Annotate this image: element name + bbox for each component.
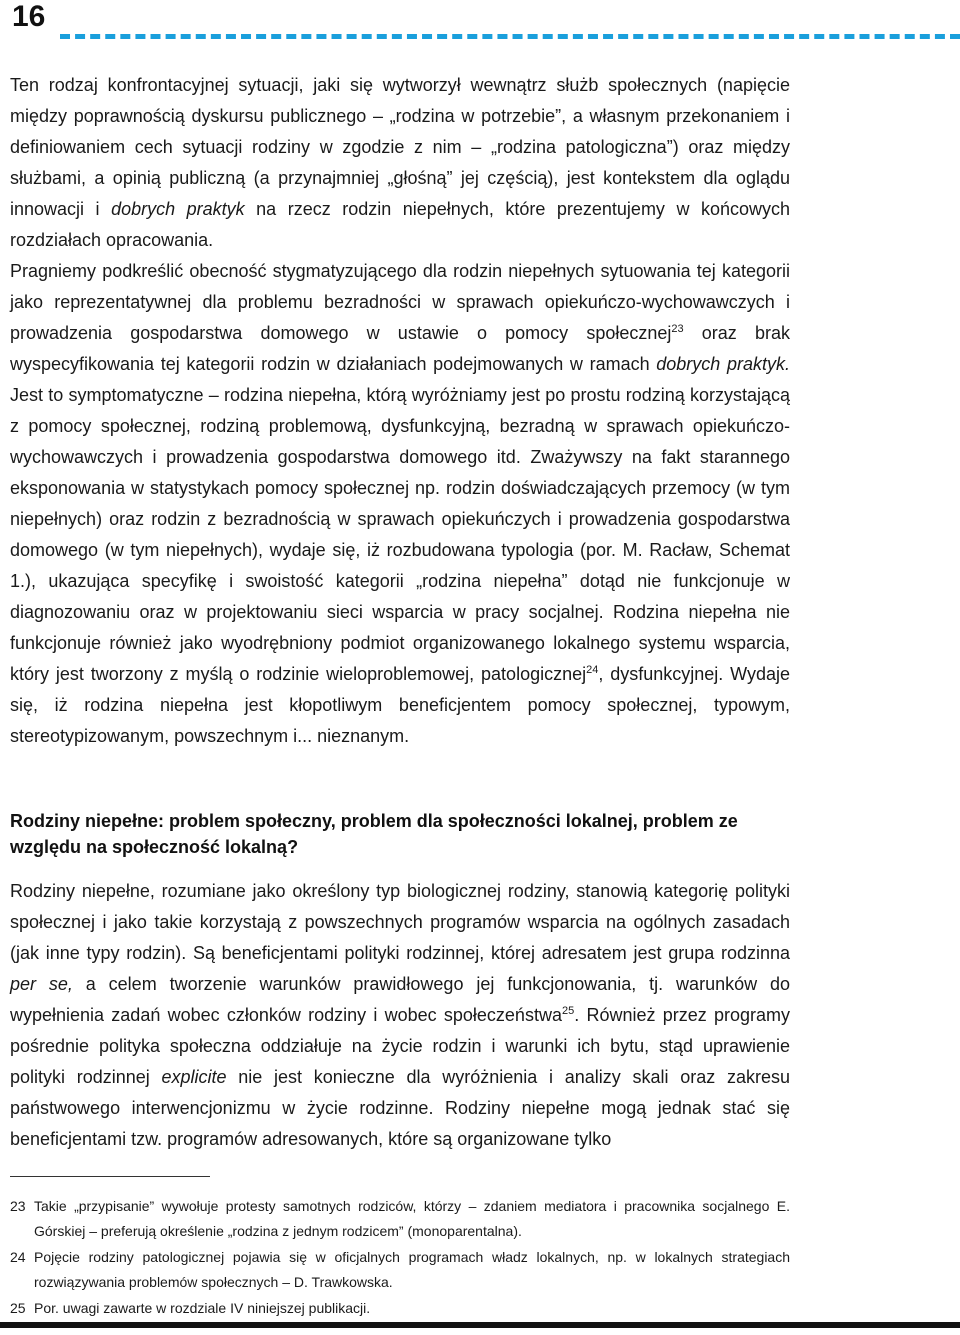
footnote-text: Por. uwagi zawarte w rozdziale IV niniejszej publikacji. — [34, 1300, 371, 1316]
footnote-text: Takie „przypisanie” wywołuje protesty samotnych rodziców, którzy – zdaniem mediatora i pracownika socjalnego E. Górskiej – preferują określenie „rodzina z jednym rodzicem” (monoparentalna). — [34, 1198, 790, 1239]
footer-rule — [0, 1322, 960, 1328]
paragraph-1-text-b: na rzecz rodzin niepełnych, które prezentujemy w końcowych rozdziałach opracowania. — [10, 199, 791, 250]
page-number: 16 — [12, 0, 46, 33]
paragraph-3-text-b: a celem tworzenie warunków prawidłowego jej funkcjonowania, tj. warunków do wypełnienia zadań wobec członków rodziny i wobec społeczeństwa — [10, 974, 790, 1025]
footnote-text: Pojęcie rodziny patologicznej pojawia się w oficjalnych programach władz lokalnych, np. w lokalnych strategiach rozwiązywania problemów społecznych – D. Trawkowska. — [34, 1249, 790, 1290]
paragraph-1-italic: dobrych praktyk — [111, 199, 245, 219]
footnote-separator — [10, 1176, 210, 1177]
body-text-bottom — [10, 876, 790, 1155]
section-heading: Rodziny niepełne: problem społeczny, problem dla społeczności lokalnej, problem ze względu na społeczność lokalną? — [10, 811, 738, 857]
footnote-24 — [10, 1245, 790, 1295]
paragraph-3-italic-b: explicite — [161, 1067, 227, 1087]
paragraph-3-italic-a: per se, — [10, 974, 73, 994]
footnote-ref-24[interactable]: 24 — [586, 664, 599, 676]
paragraph-2-text-a: Pragniemy podkreślić obecność stygmatyzującego dla rodzin niepełnych sytuowania tej kategorii jako reprezentatywnej dla problemu bezradności w sprawach opiekuńczo-wychowawczych i prowadzenia gospodarstwa domowego w ustawie o pomocy społecznej — [10, 261, 790, 343]
paragraph-1 — [10, 70, 790, 256]
footnote-number: 24 — [10, 1249, 26, 1265]
header-dashed-rule — [60, 34, 960, 39]
paragraph-1-text-a: Ten rodzaj konfrontacyjnej sytuacji, jaki się wytworzył wewnątrz służb społecznych (napięcie między poprawnością dyskursu publicznego – „rodzina w potrzebie”, a własnym przekonaniem i definiowaniem cech sytuacji rodziny w zgodzie z nim – „rodzina patologiczna”) oraz między służbami, a opinią publiczną (a przynajmniej „głośną” jej częścią), jest kontekstem dla oglądu innowacji i — [10, 75, 790, 219]
paragraph-2-text-d: , dysfunkcyjnej. Wydaje się, iż rodzina niepełna jest kłopotliwym beneficjentem pomocy społecznej, typowym, stereotypizowanym, powszechnym i... nieznanym. — [10, 664, 790, 746]
paragraph-3-text-d: nie jest konieczne dla wyróżnienia i analizy skali oraz zakresu państwowego interwencjonizmu w życie rodzinne. Rodziny niepełne mogą jednak stać się beneficjentami tzw. programów adresowanych, które są organizowane tylko — [10, 1067, 790, 1149]
paragraph-2 — [10, 256, 790, 752]
paragraph-2-text-c: Jest to symptomatyczne – rodzina niepełna, którą wyróżniamy jest po prostu rodziną korzystającą z pomocy społecznej, rodziną problemową, dysfunkcyjną, bezradną w sprawach opiekuńczo-wychowawczych i prowadzenia gospodarstwa domowego itd. Zważywszy na fakt starannego eksponowania w statystykach pomocy społecznej np. rodzin doświadczających przemocy (w tym niepełnych) oraz rodzin z bezradnością w sprawach opiekuńczych i prowadzenia gospodarstwa domowego (w tym niepełnych), wydaje się, iż rozbudowana typologia (por. M. Racław, Schemat 1.), ukazująca specyfikę i swoistość kategorii „rodzina niepełna” dotąd nie funkcjonuje w diagnozowaniu oraz w projektowaniu sieci wsparcia w pracy socjalnej. Rodzina niepełna nie funkcjonuje również jako wyodrębniony podmiot organizowanego lokalnego systemu wsparcia, który jest tworzony z myślą o rodzinie wieloproblemowej, patologicznej — [10, 385, 790, 684]
footnote-number: 23 — [10, 1198, 26, 1214]
footnote-number: 25 — [10, 1300, 26, 1316]
paragraph-3-text-c: . Również przez programy pośrednie polityka społeczna oddziałuje na życie rodzin i warunki ich bytu, stąd uprawienie polityki rodzinnej — [10, 1005, 791, 1087]
paragraph-2-italic: dobrych praktyk. — [656, 354, 790, 374]
footnote-25 — [10, 1296, 790, 1321]
body-text-top — [10, 70, 790, 752]
footnotes — [10, 1194, 790, 1322]
paragraph-3 — [10, 876, 790, 1155]
footnote-ref-25[interactable]: 25 — [561, 1005, 575, 1017]
footnote-ref-23[interactable]: 23 — [671, 323, 684, 335]
paragraph-2-text-b: oraz brak wyspecyfikowania tej kategorii rodzin w działaniach podejmowanych w ramach — [10, 323, 790, 374]
footnote-23 — [10, 1194, 790, 1244]
paragraph-3-text-a: Rodziny niepełne, rozumiane jako określony typ biologicznej rodziny, stanowią kategorię polityki społecznej i jako takie korzystają z powszechnych programów wsparcia na ogólnych zasadach (jak inne typy rodzin). Są beneficjentami polityki rodzinnej, której adresatem jest grupa rodzinna — [10, 881, 790, 963]
